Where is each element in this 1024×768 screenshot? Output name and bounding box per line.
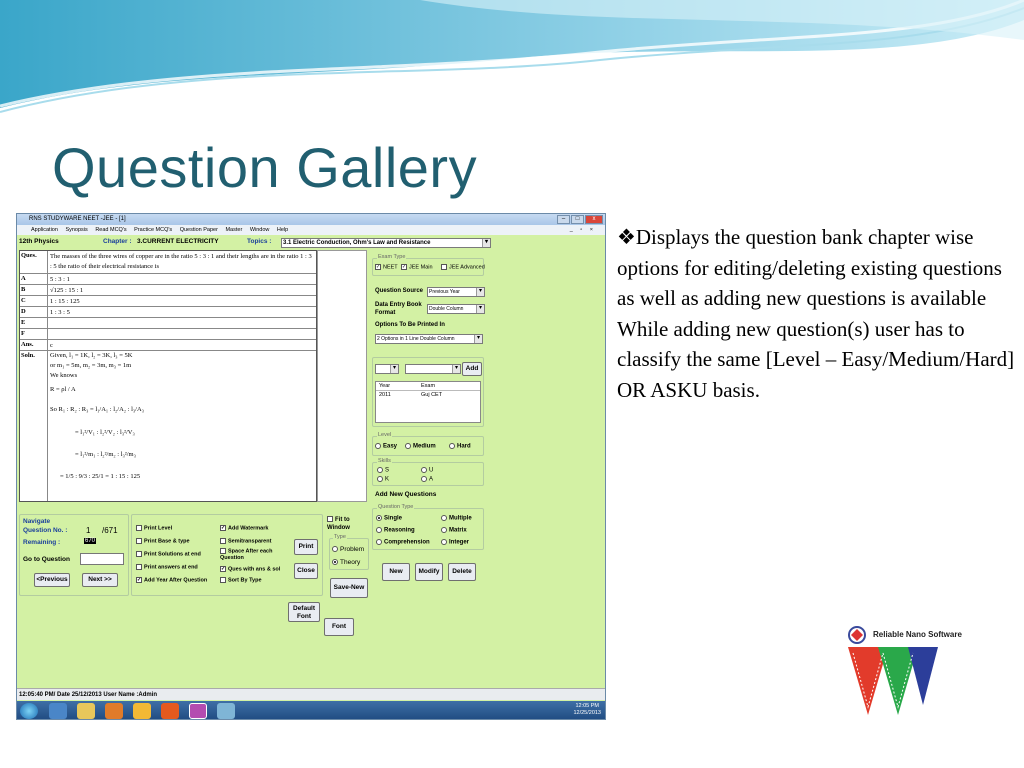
type-label: Reasoning (384, 527, 415, 534)
type-theory-radio[interactable] (332, 559, 360, 566)
default-font-button[interactable]: Default Font (288, 602, 320, 622)
mdi-controls-icon[interactable]: _ ▫ × (569, 227, 596, 233)
option-text: 5 : 3 : 1 (50, 276, 70, 283)
type-single-radio[interactable] (376, 515, 402, 522)
menu-item-read-mcq[interactable]: Read MCQ's (95, 227, 127, 233)
skill-k-radio[interactable] (377, 476, 389, 483)
type-comprehension-radio[interactable] (376, 539, 430, 546)
option-row (20, 318, 316, 329)
radio-icon (332, 546, 338, 552)
print-option-label: Print Solutions at end (144, 551, 201, 558)
option-text: 1 : 3 : 5 (50, 309, 70, 316)
remaining-label: Remaining : (23, 539, 61, 546)
print-options-group (131, 514, 323, 596)
close-button[interactable]: Close (294, 563, 318, 579)
solution-line: Given, l₁ = 1K, l₂ = 3K, l₃ = 5K (50, 352, 133, 359)
skills-group (372, 458, 484, 486)
option-row (20, 329, 316, 340)
company-logo (843, 625, 962, 720)
radio-icon (375, 443, 381, 449)
system-clock[interactable] (573, 703, 601, 717)
skill-u-radio[interactable] (421, 467, 433, 474)
minimize-icon[interactable]: – (557, 215, 570, 224)
solution-line: We knows (50, 372, 78, 379)
font-button[interactable]: Font (324, 618, 354, 636)
print-level-checkbox[interactable] (136, 525, 172, 531)
question-source-label: Question Source (375, 288, 424, 294)
studyware-app-icon[interactable] (189, 703, 207, 719)
skill-label: A (429, 476, 434, 483)
subject-label: 12th Physics (19, 238, 59, 245)
menu-item-question-paper[interactable]: Question Paper (179, 227, 218, 233)
logo-icon (843, 625, 955, 720)
checkbox-icon (220, 577, 226, 583)
option-label: E (21, 319, 26, 326)
app-window (16, 213, 606, 720)
app-title: RNS STUDYWARE NEET -JEE - [1] (29, 216, 126, 222)
option-label: A (21, 275, 26, 282)
description-paragraph: ❖Displays the question bank chapter wise (617, 225, 974, 249)
data-entry-label: Data Entry Book Format (375, 302, 422, 316)
radio-icon (421, 476, 427, 482)
solution-line: R = ρl / A (50, 386, 76, 393)
print-option-label: Add Watermark (228, 525, 269, 532)
option-label: F (21, 330, 25, 337)
ie-icon[interactable] (49, 703, 67, 719)
add-button[interactable]: Add (462, 362, 482, 376)
question-type-legend: Question Type (378, 504, 414, 510)
type-label: Single (384, 515, 403, 522)
taskbar (17, 701, 605, 720)
skill-label: U (429, 467, 434, 474)
checkbox-icon: ✓ (402, 264, 407, 270)
level-easy-radio[interactable] (375, 443, 397, 450)
data-entry-select[interactable] (427, 304, 485, 314)
goto-label: Go to Question (23, 556, 70, 563)
topic-value: 3.1 Electric Conduction, Ohm's Law and Resistance (283, 240, 431, 246)
print-option-label: Semitransparent (228, 538, 272, 545)
slide-description (617, 222, 1017, 405)
print-option-label: Add Year After Question (144, 577, 208, 584)
option-row (20, 296, 316, 307)
radio-icon (441, 515, 447, 521)
ques-with-ans-checkbox[interactable] (220, 566, 280, 572)
chapter-value: 3.CURRENT ELECTRICITY (137, 238, 219, 245)
add-watermark-checkbox[interactable] (220, 525, 268, 531)
exam-type-legend: Exam Type (378, 254, 406, 260)
type-label: Multiple (449, 515, 472, 522)
paint-icon[interactable] (217, 703, 235, 719)
checkbox-icon (136, 538, 142, 544)
print-option-label: Print answers at end (144, 564, 198, 571)
radio-icon (421, 467, 427, 473)
exam-jee-advanced-checkbox[interactable] (441, 264, 485, 270)
solution-line: or m₁ = 5m, m₂ = 3m, m₃ = 1m (50, 362, 132, 369)
print-base-type-checkbox[interactable] (136, 538, 190, 544)
radio-icon (449, 443, 455, 449)
exam-type-label: NEET (383, 264, 398, 271)
radio-icon (377, 476, 383, 482)
clock-date: 12/25/2013 (573, 710, 601, 716)
checkbox-icon (136, 564, 142, 570)
start-icon[interactable] (20, 703, 38, 719)
goto-input[interactable] (80, 553, 124, 565)
type-reasoning-radio[interactable] (376, 527, 415, 534)
print-option-label: Ques with ans & sol (228, 566, 281, 573)
status-bar: 12:05:40 PM/ Date 25/12/2013 User Name :Admin (17, 688, 605, 700)
print-option-label: Sort By Type (228, 577, 262, 584)
checkbox-icon (220, 548, 226, 554)
chapter-label: Chapter : (103, 238, 132, 245)
option-text: √125 : 15 : 1 (50, 287, 84, 294)
checkbox-icon (136, 525, 142, 531)
option-row (20, 285, 316, 296)
delete-button[interactable]: Delete (448, 563, 476, 581)
year-header: Year (379, 383, 391, 389)
level-legend: Level (378, 432, 392, 438)
level-label: Easy (383, 443, 398, 450)
print-answers-checkbox[interactable] (136, 564, 198, 570)
checkbox-icon: ✓ (137, 577, 142, 583)
folder-icon[interactable] (133, 703, 151, 719)
checkbox-icon (441, 264, 447, 270)
exam-select[interactable] (405, 364, 461, 374)
checkbox-icon (327, 516, 333, 522)
checkbox-icon: ✓ (376, 264, 381, 270)
radio-icon (332, 559, 338, 565)
menu-item-master[interactable]: Master (225, 227, 243, 233)
space-after-question-checkbox[interactable] (220, 548, 282, 562)
data-entry-value: Double Column (429, 306, 464, 312)
media-player-icon[interactable] (105, 703, 123, 719)
navigate-group (19, 514, 129, 596)
header-wave-decoration (0, 0, 1024, 120)
type-option-label: Problem (340, 546, 365, 553)
exam-type-label: JEE Advanced (449, 264, 485, 271)
level-label: Hard (457, 443, 471, 450)
app-titlebar (17, 214, 605, 225)
modify-button[interactable]: Modify (415, 563, 443, 581)
navigate-title: Navigate (23, 518, 51, 525)
level-group (372, 432, 484, 456)
type-label: Matrix (449, 527, 467, 534)
logo-text: Reliable Nano Software (873, 630, 962, 639)
radio-icon (405, 443, 411, 449)
type-legend: Type (334, 534, 346, 540)
exam-jee-main-checkbox[interactable] (401, 264, 433, 270)
add-year-checkbox[interactable] (136, 577, 207, 583)
print-option-label: Print Level (144, 525, 173, 532)
skill-a-radio[interactable] (421, 476, 433, 483)
radio-icon (441, 539, 447, 545)
checkbox-icon: ✓ (221, 566, 226, 572)
firefox-icon[interactable] (161, 703, 179, 719)
print-option-label: Print Base & type (144, 538, 190, 545)
remaining-value: 670 (85, 538, 96, 544)
answer-row (20, 340, 316, 351)
radio-icon (377, 467, 383, 473)
solution-line: So R₁ : R₂ : R₃ = l₁/A₁ : l₂/A₂ : l₃/A₃ (50, 406, 144, 413)
exam-neet-checkbox[interactable] (375, 264, 398, 270)
checkbox-icon (136, 551, 142, 557)
level-medium-radio[interactable] (405, 443, 436, 450)
solution-line: = l₁²/m₁ : l₂²/m₂ : l₃²/m₃ (75, 451, 136, 458)
option-row (20, 307, 316, 318)
topics-label: Topics : (247, 238, 272, 245)
type-problem-radio[interactable] (332, 546, 364, 553)
ques-text: The masses of the three wires of copper are in the ratio 5 : 3 : 1 and their lengths are in the ratio 1 : 3 : 5 the ratio of their electrical resistance is (50, 253, 312, 270)
checkbox-icon (220, 538, 226, 544)
soln-label: Soln. (21, 352, 35, 359)
ans-text: c (50, 342, 53, 349)
description-paragraph: options for editing/deleting existing questions as well as adding new questions is available (617, 255, 1002, 310)
print-options-value: 2 Options in 1 Line Double Column (377, 336, 455, 342)
solution-line: = l₁²/V₁ : l₂²/V₂ : l₃²/V₃ (75, 429, 135, 436)
menu-item-help[interactable]: Help (276, 227, 289, 233)
sort-by-type-checkbox[interactable] (220, 577, 262, 583)
radio-icon (376, 515, 382, 521)
type-label: Comprehension (384, 539, 430, 546)
option-row (20, 274, 316, 285)
question-no-value: 1 (86, 526, 91, 535)
menu-item-application[interactable]: Application (31, 227, 58, 233)
fit-window-checkbox[interactable] (327, 516, 367, 532)
question-table (19, 250, 317, 502)
skills-legend: Skills (378, 458, 391, 464)
clock-time: 12:05 PM (575, 703, 599, 709)
type-matrix-radio[interactable] (441, 527, 467, 534)
type-option-label: Theory (340, 559, 361, 566)
exam-type-group (372, 254, 485, 276)
radio-icon (376, 539, 382, 545)
ques-label: Ques. (21, 252, 37, 259)
menu-item-synopsis[interactable]: Synopsis (65, 227, 88, 233)
print-button[interactable]: Print (294, 539, 318, 555)
question-source-value: Previous Year (429, 289, 460, 295)
add-new-title: Add New Questions (375, 491, 437, 498)
skill-s-radio[interactable] (377, 467, 389, 474)
new-button[interactable]: New (382, 563, 410, 581)
save-new-button[interactable]: Save-New (330, 578, 368, 598)
chapter-bar (17, 236, 605, 248)
question-row (20, 251, 316, 274)
exam-header: Exam (421, 383, 436, 389)
print-options-label: Options To Be Printed In (375, 322, 445, 328)
question-source-select[interactable] (427, 287, 485, 297)
print-solutions-checkbox[interactable] (136, 551, 201, 557)
option-text: 1 : 15 : 125 (50, 298, 80, 305)
next-button[interactable]: Next >> (82, 573, 118, 587)
skill-label: S (385, 467, 390, 474)
topic-select[interactable] (281, 238, 491, 248)
year-exam-list[interactable] (375, 381, 481, 423)
menu-item-window[interactable]: Window (249, 227, 270, 233)
exam-type-label: JEE Main (409, 264, 433, 271)
type-integer-radio[interactable] (441, 539, 469, 546)
semitransparent-checkbox[interactable] (220, 538, 271, 544)
question-type-group (372, 504, 484, 550)
option-label: D (21, 308, 26, 315)
previous-button[interactable]: <Previous (34, 573, 70, 587)
level-hard-radio[interactable] (449, 443, 471, 450)
explorer-icon[interactable] (77, 703, 95, 719)
year-select[interactable] (375, 364, 399, 374)
radio-icon (441, 527, 447, 533)
question-total: /671 (102, 526, 118, 535)
type-label: Integer (449, 539, 470, 546)
preview-pane (317, 250, 367, 502)
solution-row (20, 351, 316, 501)
print-option-label: Space After each Question (220, 548, 273, 562)
year-cell[interactable]: 2011 (379, 392, 391, 398)
type-group (329, 534, 369, 570)
description-paragraph: While adding new question(s) user has to classify the same [Level – Easy/Medium/Hard] OR ASKU basis. (617, 316, 1015, 402)
menu-bar (17, 225, 605, 235)
level-label: Medium (413, 443, 436, 450)
solution-line: = 1/5 : 9/3 : 25/1 = 1 : 15 : 125 (60, 473, 141, 480)
menu-item-practice-mcq[interactable]: Practice MCQ's (134, 227, 173, 233)
slide-title: Question Gallery (52, 136, 478, 199)
option-label: B (21, 286, 26, 293)
print-options-select[interactable] (375, 334, 483, 344)
ans-label: Ans. (21, 341, 34, 348)
fit-window-label: Fit to Window (327, 517, 350, 531)
exam-cell[interactable]: Guj CET (421, 392, 443, 398)
skill-label: K (385, 476, 390, 483)
radio-icon (376, 527, 382, 533)
maximize-icon[interactable]: □ (571, 215, 584, 224)
question-no-label: Question No. : (23, 527, 68, 534)
close-icon[interactable]: x (585, 215, 603, 224)
checkbox-icon: ✓ (221, 525, 226, 531)
type-multiple-radio[interactable] (441, 515, 472, 522)
option-label: C (21, 297, 26, 304)
